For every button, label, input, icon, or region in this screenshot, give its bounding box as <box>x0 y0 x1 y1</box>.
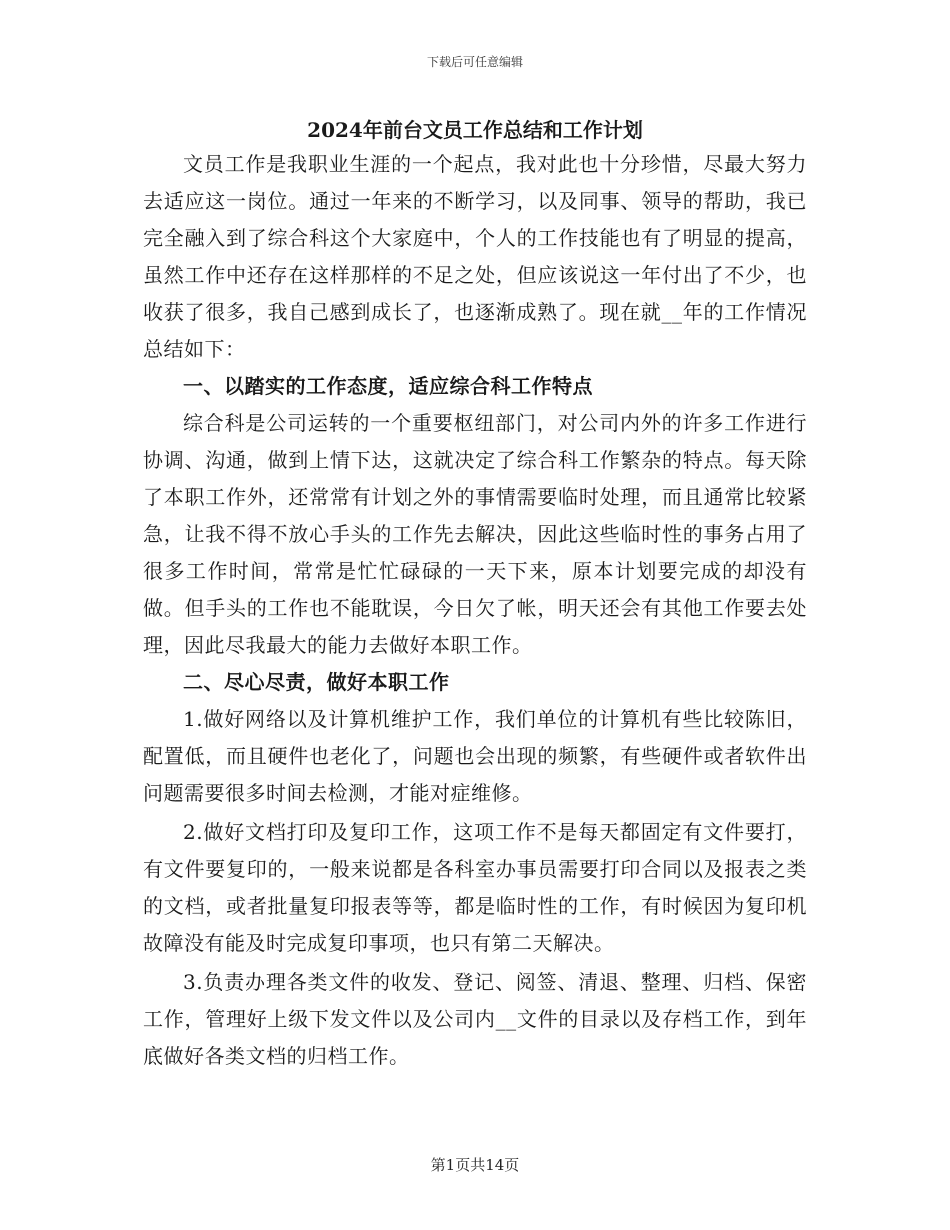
section-2-heading: 二、尽心尽责，做好本职工作 <box>183 670 450 694</box>
section-1-paragraph: 综合科是公司运转的一个重要枢纽部门，对公司内外的许多工作进行协调、沟通，做到上情下达，这就决定了综合科工作繁杂的特点。每天除了本职工作外，还常常有计划之外的事情需要临时处理，而且通常比较紧急，让我不得不放心手头的工作先去解决，因此这些临时性的事务占用了很多工作时间，常常是忙忙碌碌的一天下来，原本计划要完成的却没有做。但手头的工作也不能耽误，今日欠了帐，明天还会有其他工作要去处理，因此尽我最大的能力去做好本职工作。 <box>143 411 807 657</box>
section-2-item-3: 3.负责办理各类文件的收发、登记、阅签、清退、整理、归档、保密工作，管理好上级下发文件以及公司内__文件的目录以及存档工作，到年底做好各类文档的归档工作。 <box>143 970 807 1068</box>
section-2-item-1: 1.做好网络以及计算机维护工作，我们单位的计算机有些比较陈旧，配置低，而且硬件也老化了，问题也会出现的频繁，有些硬件或者软件出问题需要很多时间去检测，才能对症维修。 <box>143 707 807 805</box>
document-title: 2024年前台文员工作总结和工作计划 <box>307 118 643 142</box>
section-1-heading: 一、以踏实的工作态度，适应综合科工作特点 <box>183 374 593 398</box>
intro-paragraph: 文员工作是我职业生涯的一个起点，我对此也十分珍惜，尽最大努力去适应这一岗位。通过一年来的不断学习，以及同事、领导的帮助，我已完全融入到了综合科这个大家庭中，个人的工作技能也有了明显的提高，虽然工作中还存在这样那样的不足之处，但应该说这一年付出了不少，也收获了很多，我自己感到成长了，也逐渐成熟了。现在就__年的工作情况总结如下： <box>143 152 807 361</box>
document-body <box>143 146 807 1075</box>
section-2-item-2: 2.做好文档打印及复印工作，这项工作不是每天都固定有文件要打，有文件要复印的，一般来说都是各科室办事员需要打印合同以及报表之类的文档，或者批量复印报表等等，都是临时性的工作，有时候因为复印机故障没有能及时完成复印事项，也只有第二天解决。 <box>143 820 807 955</box>
page-header-note: 下载后可任意编辑 <box>426 55 523 69</box>
page-number: 第1页共14页 <box>430 1156 520 1174</box>
